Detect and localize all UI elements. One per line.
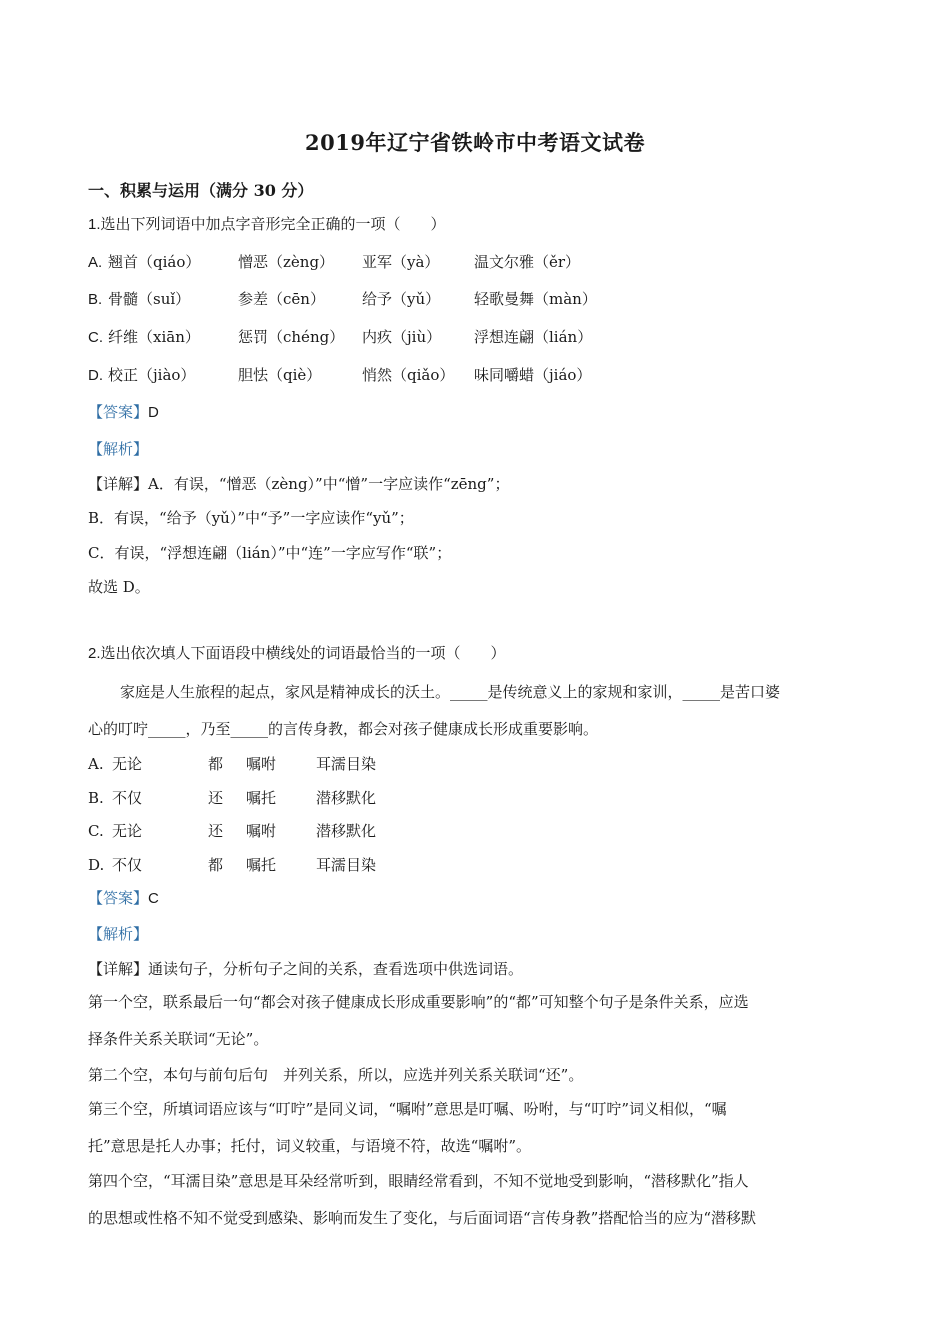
detail-text: A．有误，“憎恶（zèng）”中“憎”一字应读作“zēng”； [148,475,510,493]
option-item: 参差（cēn） [238,290,325,308]
option-item: 骨髓（suǐ） [108,290,191,308]
option-item: 无论 [112,755,143,773]
detail-text: 通读句子，分析句子之间的关系，查看选项中供选词语。 [148,960,524,978]
option-item: 悄然（qiǎo） [362,366,455,384]
option-item: 轻歌曼舞（màn） [474,290,597,308]
option-letter: C. [88,822,104,840]
question-2-option-a [88,755,376,773]
option-item: 嘱托 [246,789,277,807]
option-item: 惩罚（chéng） [238,328,345,346]
answer-value: C [148,890,159,907]
option-item: 内疚（jiù） [362,328,442,346]
question-1-option-a [88,253,580,272]
option-item: 潜移默化 [316,822,377,840]
question-2-passage-line-1: 家庭是人生旅程的起点，家风是精神成长的沃土。_____是传统意义上的家规和家训，_____是苦口婆 [120,683,781,701]
option-item: 温文尔雅（ěr） [474,253,581,271]
option-item: 都 [208,755,224,773]
question-1-detail-c: C．有误，“浮想连翩（lián）”中“连”一字应写作“联”； [88,544,452,562]
analysis-line: 择条件关系关联词“无论”。 [88,1030,269,1048]
option-item: 胆怯（qiè） [238,366,322,384]
option-letter: B. [88,291,103,308]
option-item: 给予（yǔ） [362,290,441,308]
option-item: 嘱咐 [246,755,277,773]
question-2-analysis-label: 【解析】 [88,925,149,943]
section-heading: 一、积累与运用（满分 30 分） [88,181,314,200]
option-item: 潜移默化 [316,789,377,807]
option-item: 还 [208,789,224,807]
question-1-detail-b: B．有误，“给予（yǔ）”中“予”一字应读作“yǔ”； [88,509,414,527]
option-letter: B. [88,789,104,807]
option-item: 都 [208,856,224,874]
analysis-line: 的思想或性格不知不觉受到感染、影响而发生了变化，与后面词语“言传身教”搭配恰当的应为“潜移默 [88,1209,757,1227]
option-item: 憎恶（zèng） [238,253,335,271]
option-item: 无论 [112,822,143,840]
option-item: 还 [208,822,224,840]
option-letter: D. [88,856,105,874]
question-1-option-c [88,328,592,347]
question-1-stem: 1.选出下列词语中加点字音形完全正确的一项（ ） [88,216,446,233]
analysis-line: 第一个空，联系最后一句“都会对孩子健康成长形成重要影响”的“都”可知整个句子是条件关系，应选 [88,993,749,1011]
option-letter: D. [88,367,103,384]
question-2-option-b [88,789,376,807]
option-letter: A. [88,755,104,773]
question-2-answer [88,889,159,908]
option-item: 嘱托 [246,856,277,874]
detail-label: 【详解】 [88,960,149,978]
option-item: 浮想连翩（lián） [474,328,593,346]
question-2-option-c [88,822,376,840]
answer-value: D [148,404,159,421]
question-1-analysis-label: 【解析】 [88,440,149,458]
answer-label: 【答案】 [88,889,149,907]
option-item: 不仅 [112,789,143,807]
page-title: 2019年辽宁省铁岭市中考语文试卷 [305,130,645,155]
option-letter: C. [88,329,103,346]
analysis-line: 第四个空，“耳濡目染”意思是耳朵经常听到，眼睛经常看到，不知不觉地受到影响，“潜移默化”指人 [88,1172,749,1190]
question-1-answer [88,403,159,422]
option-item: 纤维（xiān） [108,328,200,346]
option-item: 耳濡目染 [316,856,377,874]
option-item: 翘首（qiáo） [108,253,201,271]
question-2-stem: 2.选出依次填人下面语段中横线处的词语最恰当的一项（ ） [88,645,506,662]
option-item: 不仅 [112,856,143,874]
question-1-option-d [88,366,591,385]
question-2-passage-line-2: 心的叮咛_____，乃至_____的言传身教，都会对孩子健康成长形成重要影响。 [88,720,599,738]
question-1-option-b [88,290,597,309]
question-1-detail-a [88,475,509,493]
analysis-line: 托”意思是托人办事；托付，词义较重，与语境不符，故选“嘱咐”。 [88,1137,532,1155]
option-item: 嘱咐 [246,822,277,840]
analysis-line: 第三个空，所填词语应该与“叮咛”是同义词，“嘱咐”意思是叮嘱、吩咐，与“叮咛”词义相似，“嘱 [88,1100,727,1118]
detail-label: 【详解】 [88,475,149,493]
option-item: 耳濡目染 [316,755,377,773]
question-2-detail-intro [88,960,523,978]
answer-label: 【答案】 [88,403,149,421]
option-item: 校正（jiào） [108,366,196,384]
question-1-conclusion: 故选 D。 [88,578,150,596]
option-item: 味同嚼蜡（jiáo） [474,366,592,384]
option-letter: A. [88,254,103,271]
question-2-option-d [88,856,376,874]
option-item: 亚军（yà） [362,253,440,271]
analysis-line: 第二个空，本句与前句后句 并列关系，所以，应选并列关系关联词“还”。 [88,1066,584,1084]
